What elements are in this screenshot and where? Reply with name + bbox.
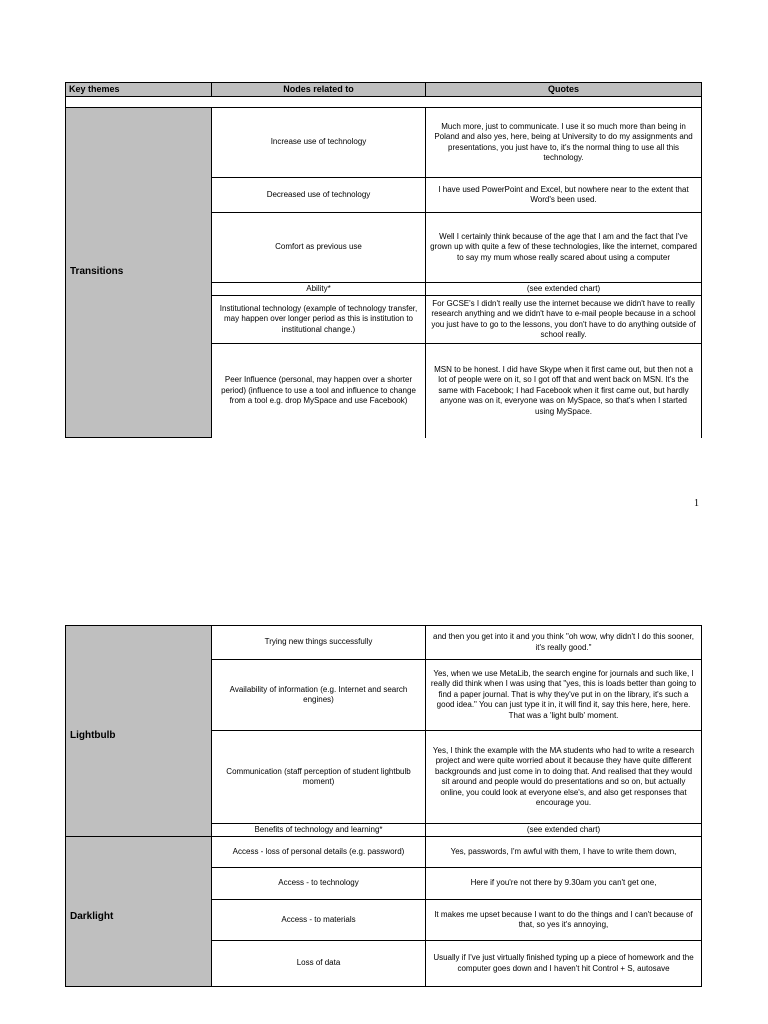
node-cell: Access - to technology <box>212 868 426 900</box>
themes-table-page-1 <box>65 82 702 438</box>
quote-cell: Yes, I think the example with the MA students who had to write a research project and were quite worried about it because they have quite different backgrounds and just come in to doing that. And realised that they would sit around and people would do presentations and so on, but actually online, you could look at everyone else's, and also get responses that encourage you. <box>426 731 702 824</box>
themes-table-page-2 <box>65 625 702 987</box>
quote-cell: MSN to be honest. I did have Skype when it first came out, but then not a lot of people were on it, so I got off that and went back on MSN. It's the same with Facebook; I had Facebook when it first came out, but hardly anyone was on it, everyone was on MySpace, so that's when I started using MySpace. <box>426 344 702 438</box>
node-cell: Benefits of technology and learning* <box>212 824 426 837</box>
theme-darklight: Darklight <box>66 837 212 987</box>
document-page-2 <box>0 615 768 1024</box>
quote-cell: Yes, passwords, I'm awful with them, I have to write them down, <box>426 837 702 868</box>
header-nodes: Nodes related to <box>212 83 426 97</box>
node-cell: Access - loss of personal details (e.g. password) <box>212 837 426 868</box>
header-quotes: Quotes <box>426 83 702 97</box>
table-row <box>66 626 702 660</box>
theme-transitions: Transitions <box>66 108 212 438</box>
node-cell: Decreased use of technology <box>212 178 426 213</box>
spacer-row <box>66 97 702 108</box>
quote-cell: Usually if I've just virtually finished typing up a piece of homework and the computer goes down and I haven't hit Control + S, autosave <box>426 941 702 987</box>
node-cell: Comfort as previous use <box>212 213 426 283</box>
table-row <box>66 837 702 868</box>
quote-cell: I have used PowerPoint and Excel, but nowhere near to the extent that Word's been used. <box>426 178 702 213</box>
quote-cell: Here if you're not there by 9.30am you can't get one, <box>426 868 702 900</box>
node-cell: Loss of data <box>212 941 426 987</box>
node-cell: Ability* <box>212 283 426 296</box>
table-row <box>66 108 702 178</box>
node-cell: Access - to materials <box>212 900 426 941</box>
quote-cell: Yes, when we use MetaLib, the search engine for journals and such like, I really did think when I was using that "yes, this is loads better than going to find a paper journal. That is why they've put in on the library, it's such a good idea." You can just type it in, it will find it, say this here, here, here. That was a 'light bulb' moment. <box>426 660 702 731</box>
quote-cell: For GCSE's I didn't really use the internet because we didn't have to really research anything and we didn't have to e-mail people because in a school you just have to go to the lessons, you don't have to do anything outside of school really. <box>426 296 702 344</box>
page-number: 1 <box>694 498 699 509</box>
quote-cell: (see extended chart) <box>426 824 702 837</box>
quote-cell: Well I certainly think because of the age that I am and the fact that I've grown up with quite a few of these technologies, like the internet, compared to say my mum whose really scared about using a computer <box>426 213 702 283</box>
node-cell: Institutional technology (example of technology transfer, may happen over longer period as this is institution to institutional change.) <box>212 296 426 344</box>
node-cell: Communication (staff perception of student lightbulb moment) <box>212 731 426 824</box>
quote-cell: and then you get into it and you think "oh wow, why didn't I do this sooner, it's really good." <box>426 626 702 660</box>
quote-cell: Much more, just to communicate. I use it so much more than being in Poland and also yes, here, being at University to do my assignments and presentations, you just have to, it's the normal thing to use all this technology. <box>426 108 702 178</box>
table-header-row <box>66 83 702 97</box>
theme-lightbulb: Lightbulb <box>66 626 212 837</box>
node-cell: Peer Influence (personal, may happen over a shorter period) (influence to use a tool and influence to change from a tool e.g. drop MySpace and use Facebook) <box>212 344 426 438</box>
quote-cell: It makes me upset because I want to do the things and I can't because of that, so yes it's annoying, <box>426 900 702 941</box>
header-key-themes: Key themes <box>66 83 212 97</box>
node-cell: Increase use of technology <box>212 108 426 178</box>
node-cell: Availability of information (e.g. Internet and search engines) <box>212 660 426 731</box>
node-cell: Trying new things successfully <box>212 626 426 660</box>
quote-cell: (see extended chart) <box>426 283 702 296</box>
